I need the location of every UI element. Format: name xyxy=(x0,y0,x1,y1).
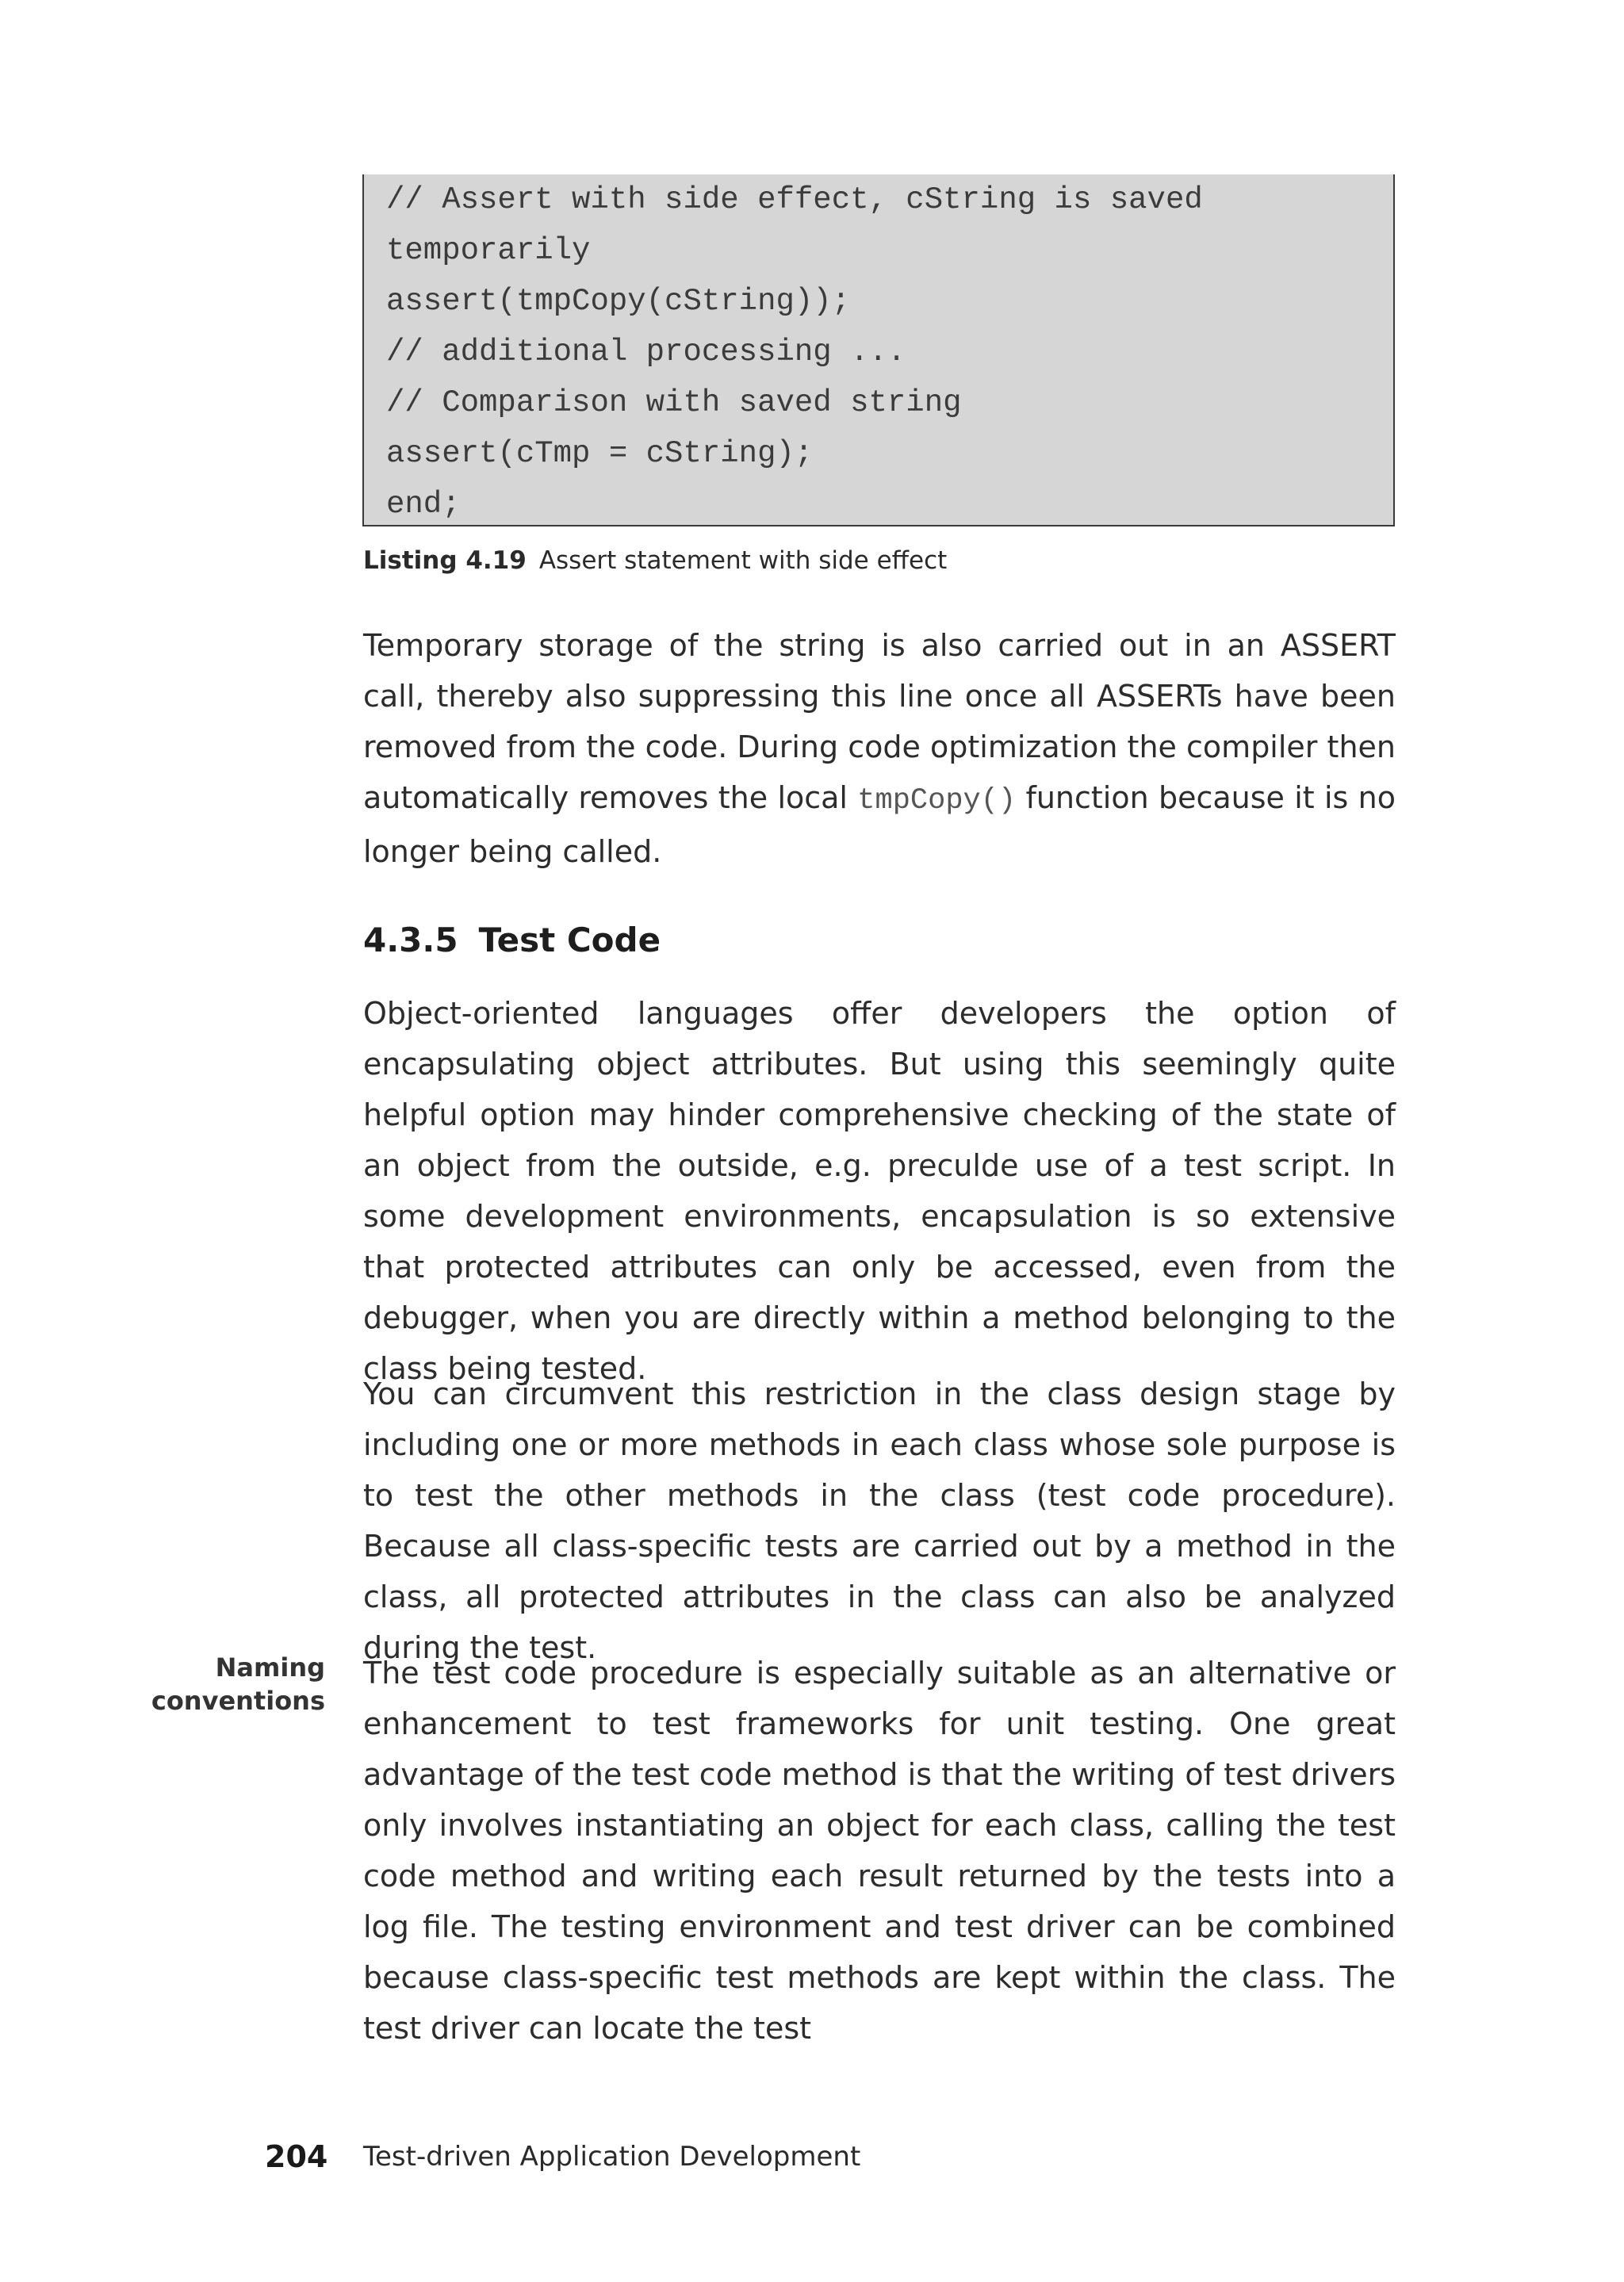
section-number: 4.3.5 xyxy=(363,921,458,959)
code-line: // Comparison with saved string xyxy=(386,385,962,420)
listing-caption xyxy=(363,545,947,576)
code-line: assert(cTmp = cString); xyxy=(386,436,814,471)
paragraph-encapsulation: Object-oriented languages offer developers the option of encapsulating object attributes. But using this seemingly quite helpful option may hinder comprehensive checking of the state of an object from the outside, e.g. preculde use of a test script. In some development environments, encapsulation is so extensive that protected attributes can only be accessed, even from the debugger, when you are directly within a method belonging to the class being tested. xyxy=(363,996,1396,1386)
section-title: Test Code xyxy=(478,921,661,959)
inline-code: tmpCopy() xyxy=(857,784,1017,817)
margin-note xyxy=(151,1651,325,1717)
code-lines xyxy=(386,174,1393,530)
page-number: 204 xyxy=(265,2139,328,2174)
paragraph-text: function because it is no longer being called. xyxy=(363,780,1396,869)
code-line: temporarily xyxy=(386,233,591,268)
running-title: Test-driven Application Development xyxy=(363,2141,861,2173)
caption-text: Assert statement with side effect xyxy=(538,546,948,575)
margin-note-line: conventions xyxy=(151,1686,325,1716)
code-line: assert(tmpCopy(cString)); xyxy=(386,284,851,319)
paragraph-assert-storage xyxy=(363,620,1396,877)
margin-note-line: Naming xyxy=(215,1652,325,1683)
caption-label: Listing 4.19 xyxy=(363,546,527,575)
code-line: end; xyxy=(386,487,461,522)
paragraph-test-code-procedure: The test code procedure is especially suitable as an alternative or enhancement to test frameworks for unit testing. One great advantage of the test code method is that the writing of test drivers only involves instantiating an object for each class, calling the test code method and writing each result returned by the tests into a log file. The testing environment and test driver can be combined because class-specific test methods are kept within the class. The test driver can locate the test xyxy=(363,1656,1396,2046)
code-line: // additional processing ... xyxy=(386,335,906,369)
code-listing xyxy=(362,174,1395,526)
code-line: // Assert with side effect, cString is saved xyxy=(386,182,1203,217)
paragraph-circumvent: You can circumvent this restriction in the class design stage by including one or more methods in each class whose sole purpose is to test the other methods in the class (test code procedure). Because all class-specific tests are carried out by a method in the class, all protected attributes in the class can also be analyzed during the test. xyxy=(363,1376,1396,1665)
section-heading xyxy=(363,918,661,963)
paragraph-text: Temporary storage of the string is also carried out in an ASSERT call, thereby also suppressing this line once all ASSERTs have been removed from the code. During code optimization the compiler then automatically removes the local xyxy=(363,628,1396,815)
